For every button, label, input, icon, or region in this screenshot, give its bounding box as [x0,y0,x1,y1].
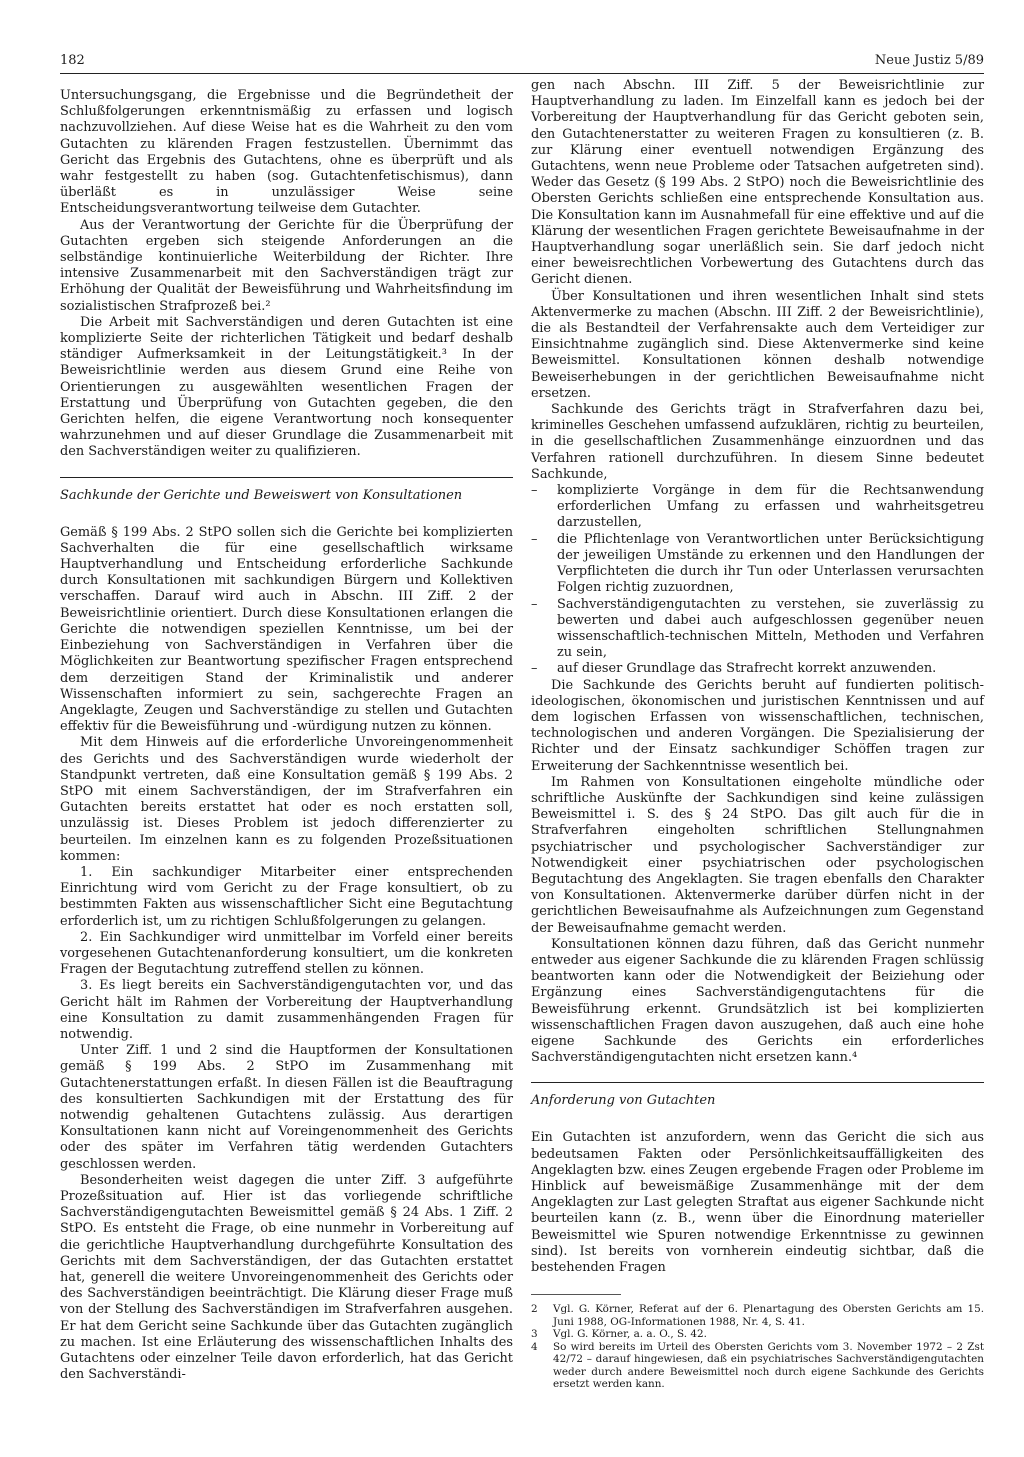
footnote-number: 2 [531,1303,538,1316]
section-heading: Anforderung von Gutachten [531,1093,716,1109]
paragraph: Mit dem Hinweis auf die erforderliche Unvoreingenommenheit des Gerichts und des Sachverständigen wurde wiederholt der Standpunkt vertreten, daß eine Konsultation gemäß § 199 Abs. 2 StPO mit einem Sachverständigen, der im Strafverfahren ein Gutachten bereits erstattet hat oder es noch erstatten soll, unzulässig ist. Dieses Problem ist jedoch differenzierter zu beurteilen. Im einzelnen kann es zu folgenden Prozeßsituationen kommen: [60,735,513,864]
numbered-item: 2. Ein Sachkundiger wird unmittelbar im Vorfeld einer bereits vorgesehenen Gutachtenanforderung konsultiert, um die konkreten Fragen der Begutachtung zutreffend stellen zu können. [60,929,513,978]
paragraph: Sachkunde des Gerichts trägt in Strafverfahren dazu bei, kriminelles Geschehen umfassend aufzuklären, richtig zu beurteilen, in die gesellschaftlichen Zusammenhänge einzuordnen und das Verfahren rationell durchzuführen. In diesem Sinne bedeutet Sachkunde, [531,402,984,482]
left-column [60,88,513,1383]
page-number: 182 [60,53,85,68]
footnote-text: So wird bereits im Urteil des Obersten Gerichts vom 3. November 1972 – 2 Zst 42/72 – darauf hingewiesen, daß ein psychiatrisches Sachverständigengutachten weder durch andere Beweismittel noch durch eigene Sachkunde des Gerichts ersetzt werden kann. [553,1340,984,1391]
dash-item-text: die Pflichtenlage von Verantwortlichen unter Berücksichtigung der jeweiligen Umstände zu erkennen und den Handlungen der Verpflichteten die durch ihr Tun oder Unterlassen verursachten Folgen richtig zuzuordnen, [557,531,984,596]
header-rule [60,73,984,74]
paragraph: Im Rahmen von Konsultationen eingeholte mündliche oder schriftliche Auskünfte der Sachkundigen sind keine zulässigen Beweismittel i. S. des § 24 StPO. Das gilt auch für die in Strafverfahren eingeholten schriftlichen Stellungnahmen psychiatrischer und psychologischer Sachverständiger zur Notwendigkeit einer psychiatrischen oder psychologischen Begutachtung des Angeklagten. Sie tragen ebenfalls den Charakter von Konsultationen. Aktenvermerke darüber dürfen nicht in der gerichtlichen Beweisaufnahme als Aufzeichnungen zum Gegenstand der Beweisaufnahme gemacht werden. [531,774,984,936]
numbered-item: 3. Es liegt bereits ein Sachverständigengutachten vor, und das Gericht hält im Rahmen der Vorbereitung der Hauptverhandlung eine Konsultation zu damit zusammenhängenden Fragen für notwendig. [60,978,513,1042]
paragraph: Aus der Verantwortung der Gerichte für die Überprüfung der Gutachten ergeben sich steigende Anforderungen an die selbständige kontinuierliche Weiterbildung der Richter. Ihre intensive Zusammenarbeit mit den Sachverständigen trägt zur Erhöhung der Qualität der Beweisführung und Wahrheitsfindung im sozialistischen Strafprozeß bei.² [60,217,513,314]
footnote-text: Vgl. G. Körner, a. a. O., S. 42. [553,1328,707,1341]
dash-list-item [531,483,984,532]
dash-item-text: auf dieser Grundlage das Strafrecht korrekt anzuwenden. [557,661,937,677]
paragraph: Die Sachkunde des Gerichts beruht auf fundierten politisch-ideologischen, ökonomischen und juristischen Kenntnissen und auf dem logischen Erfassen von wissenschaftlichen, technischen, technologischen und anderen Vorgängen. Die Spezialisierung der Richter und der Einsatz sachkundiger Schöffen tragen zur Erweiterung der Sachkenntnisse wesentlich bei. [531,677,984,774]
dash-list-item [531,532,984,597]
footnote [531,1341,984,1391]
section-heading-block [60,477,513,503]
footnote [531,1328,984,1341]
right-column [531,78,984,1391]
paragraph: Konsultationen können dazu führen, daß das Gericht nunmehr entweder aus eigener Sachkunde die zu klärenden Fragen schlüssig beantworten kann oder die Notwendigkeit der Beiziehung oder Ergänzung eines Sachverständigengutachtens für die Beweisführung erkennt. Grundsätzlich ist bei komplizierten wissenschaftlichen Fragen davon auszugehen, daß auch eine hohe eigene Sachkunde des Gerichts ein erforderliches Sachverständigengutachten nicht ersetzen kann.⁴ [531,936,984,1066]
dash-list-item [531,597,984,662]
paragraph: Besonderheiten weist dagegen die unter Ziff. 3 aufgeführte Prozeßsituation auf. Hier ist das vorliegende schriftliche Sachverständigengutachten Beweismittel gemäß § 24 Abs. 1 Ziff. 2 StPO. Es entsteht die Frage, ob eine nunmehr in Vorbereitung auf die gerichtliche Hauptverhandlung durchgeführte Konsultation des Gerichts mit dem Sachverständigen, der das Gutachten erstattet hat, generell die weitere Unvoreingenommenheit des Gerichts oder des Sachverständigen beeinträchtigt. Die Klärung dieser Frage muß von der Stellung des Sachverständigen im Strafverfahren ausgehen. Er hat dem Gericht seine Sachkunde über das Gutachten zugänglich zu machen. Ist eine Erläuterung des wissenschaftlichen Inhalts des Gutachtens oder einzelner Teile davon erforderlich, hat das Gericht den Sachverständi- [60,1172,513,1383]
numbered-item: 1. Ein sachkundiger Mitarbeiter einer entsprechenden Einrichtung wird vom Gericht zu der Frage konsultiert, ob zu bestimmten Fakten aus wissenschaftlicher Sicht eine Begutachtung erforderlich ist, um zu richtigen Schlußfolgerungen zu gelangen. [60,864,513,929]
dash-marker: – [531,531,538,547]
dash-item-text: Sachverständigengutachten zu verstehen, sie zuverlässig zu bewerten und dabei auch aufgeschlossen gegenüber neuen wissenschaftlich-technischen Mitteln, Methoden und Verfahren zu sein, [557,596,984,661]
paragraph: Ein Gutachten ist anzufordern, wenn das Gericht die sich aus bedeutsamen Fakten oder Persönlichkeitsauffälligkeiten des Angeklagten bzw. eines Zeugen ergebende Fragen oder Probleme im Hinblick auf beweismäßige Zusammenhänge mit der dem Angeklagten zur Last gelegten Straftat aus eigener Sachkunde nicht beurteilen kann (z. B., wenn über die Einordnung materieller Beweismittel wie Spuren notwendige Erkenntnisse zu gewinnen sind). Ist bereits von vornherein eindeutig sichtbar, daß die bestehenden Fragen [531,1130,984,1276]
dash-marker: – [531,483,538,499]
paragraph: Untersuchungsgang, die Ergebnisse und die Begründetheit der Schlußfolgerungen erkenntnismäßig zu erfassen und logisch nachzuvollziehen. Auf diese Weise hat es die Wahrheit zu den vom Gutachten zu klärenden Fragen festzustellen. Übernimmt das Gericht das Ergebnis des Gutachtens, ohne es überprüft und als wahr festgestellt zu haben (sog. Gutachtenfetischismus), dann überläßt es in unzulässiger Weise seine Entscheidungsverantwortung teilweise dem Gutachter. [60,88,513,217]
paragraph: Gemäß § 199 Abs. 2 StPO sollen sich die Gerichte bei komplizierten Sachverhalten die für eine gesellschaftlich wirksame Hauptverhandlung und Entscheidung erforderliche Sachkunde durch Konsultationen mit sachkundigen Bürgern und Kollektiven verschaffen. Darauf wird auch in Abschn. III Ziff. 2 der Beweisrichtlinie orientiert. Durch diese Konsultationen erlangen die Gerichte die notwendigen speziellen Kenntnisse, um bei der Einbeziehung von Sachverständigen in Verfahren über die Möglichkeiten zur Beantwortung spezifischer Fragen entsprechend dem derzeitigen Stand der Kriminalistik und anderer Wissenschaften informiert zu sein, sachgerechte Fragen an Angeklagte, Zeugen und Sachverständige zu stellen und Gutachten effektiv für die Beweisführung und -würdigung nutzen zu können. [60,524,513,735]
dash-marker: – [531,661,538,677]
paragraph: Unter Ziff. 1 und 2 sind die Hauptformen der Konsultationen gemäß § 199 Abs. 2 StPO im Zusammenhang mit Gutachtenerstattungen erfaßt. In diesen Fällen ist die Beauftragung des konsultierten Sachkundigen mit der Erstattung des für notwendig gehaltenen Gutachtens zulässig. Aus derartigen Konsultationen kann nicht auf Voreingenommenheit des Gerichts oder des später im Verfahren tätig werdenden Gutachters geschlossen werden. [60,1043,513,1172]
dash-item-text: komplizierte Vorgänge in dem für die Rechtsanwendung erforderlichen Umfang zu erfassen und wahrheitsgetreu darzustellen, [557,483,984,531]
dash-list-item [531,661,984,677]
footnote-number: 3 [531,1328,538,1341]
paragraph: Über Konsultationen und ihren wesentlichen Inhalt sind stets Aktenvermerke zu machen (Abschn. III Ziff. 2 der Beweisrichtlinie), die als Bestandteil der Verfahrensakte auch dem Verteidiger zur Einsichtnahme zugänglich sind. Diese Aktenvermerke sind keine Beweismittel. Konsultationen können deshalb notwendige Beweiserhebungen in der gerichtlichen Beweisaufnahme nicht ersetzen. [531,288,984,401]
section-heading-block [531,1082,984,1108]
paragraph: gen nach Abschn. III Ziff. 5 der Beweisrichtlinie zur Hauptverhandlung zu laden. Im Einzelfall kann es jedoch bei der Vorbereitung der Hauptverhandlung für das Gericht geboten sein, den Gutachtenerstatter zu weiteren Fragen zu konsultieren (z. B. zur Klärung einer eventuell notwendigen Ergänzung des Gutachtens, wenn neue Probleme oder Tatsachen aufgetreten sind). Weder das Gesetz (§ 199 Abs. 2 StPO) noch die Beweisrichtlinie des Obersten Gerichts schließen eine entsprechende Konsultation aus. Die Konsultation kann im Ausnahmefall für eine effektive und auf die Klärung der wesentlichen Fragen gerichtete Beweisaufnahme in der Hauptverhandlung sogar unerläßlich sein. Sie darf jedoch nicht einer beweisrechtlichen Vorbewertung des Gutachtens durch das Gericht dienen. [531,78,984,288]
paragraph: Die Arbeit mit Sachverständigen und deren Gutachten ist eine komplizierte Seite der richterlichen Tätigkeit und bedarf deshalb ständiger Aufmerksamkeit in der Leitungstätigkeit.³ In der Beweisrichtlinie werden aus diesem Grund eine Reihe von Orientierungen zu ausgewählten wesentlichen Fragen der Erstattung und Überprüfung von Gutachten gegeben, die den Gerichten helfen, die eigene Verantwortung noch konsequenter wahrzunehmen und auf dieser Grundlage die Zusammenarbeit mit den Sachverständigen weiter zu qualifizieren. [60,314,513,460]
footnote-rule [531,1294,621,1295]
dash-marker: – [531,596,538,612]
running-header: Neue Justiz 5/89 [874,53,984,68]
footnote [531,1303,984,1328]
footnote-number: 4 [531,1340,538,1353]
section-heading: Sachkunde der Gerichte und Beweiswert von Konsultationen [60,487,463,503]
footnote-text: Vgl. G. Körner, Referat auf der 6. Plenartagung des Obersten Gerichts am 15. Juni 1988, OG-Informationen 1988, Nr. 4, S. 41. [553,1303,984,1328]
